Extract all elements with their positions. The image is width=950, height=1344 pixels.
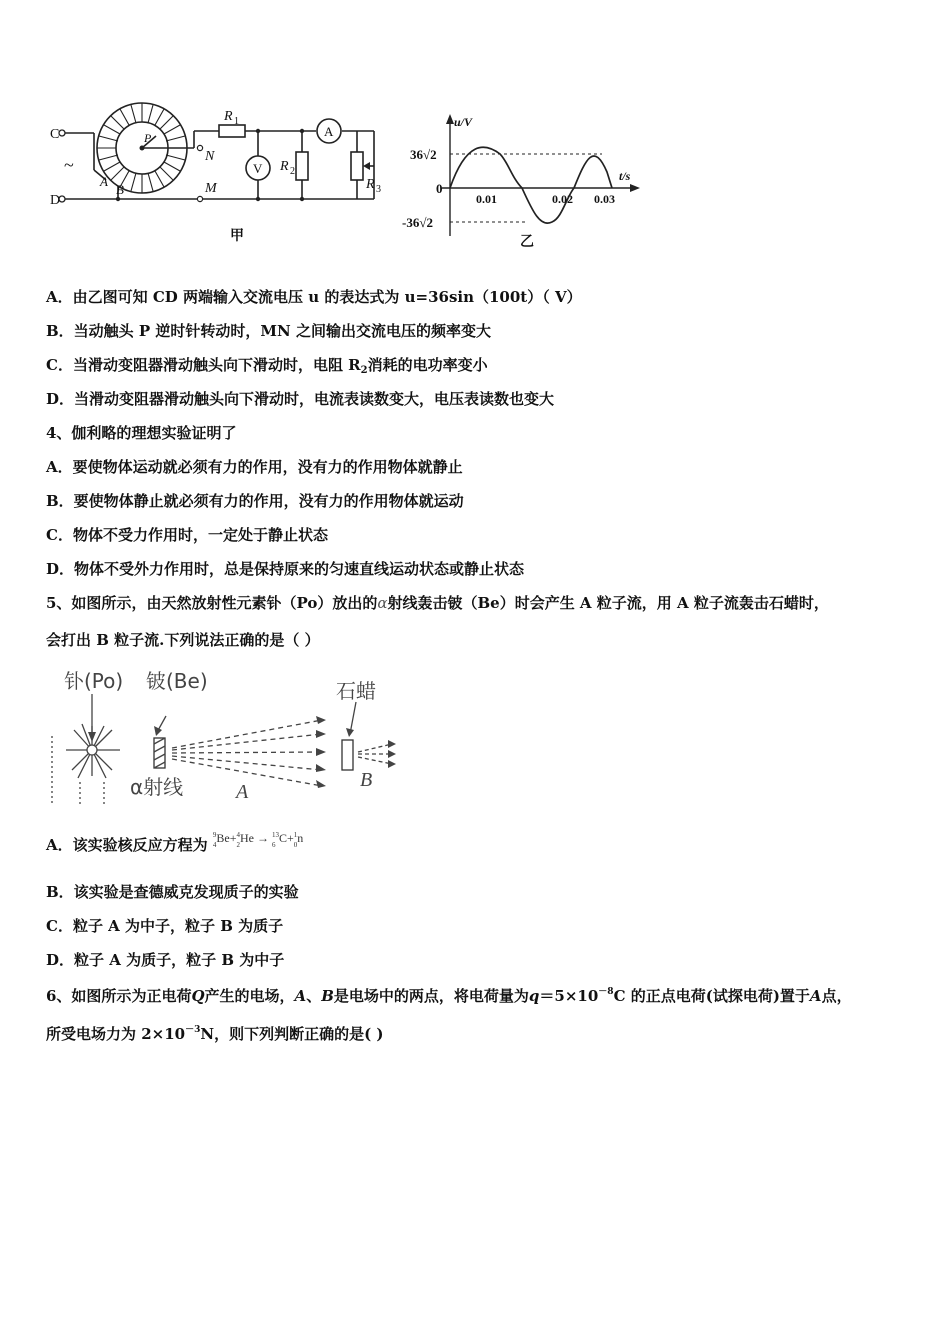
- wave-xtick-2: 0.02: [552, 192, 573, 206]
- label-b-stream: B: [360, 769, 373, 791]
- po-source-rays: [52, 724, 120, 804]
- label-r2: R: [280, 159, 289, 174]
- voltage-wave-figure: [402, 112, 642, 252]
- label-p: P: [144, 131, 152, 145]
- label-r1: R: [224, 109, 233, 124]
- wave-xlabel: t/s: [619, 169, 631, 183]
- wave-ybottom: -36√2: [402, 215, 433, 230]
- q5-stem-line2: 会打出 B 粒子流.下列说法正确的是（ ）: [46, 631, 320, 649]
- q4-option-b: B．要使物体静止就必须有力的作用，没有力的作用物体就运动: [46, 492, 464, 510]
- q3-option-b: B．当动触头 P 逆时针转动时，MN 之间输出交流电压的频率变大: [46, 322, 491, 340]
- paraffin-block: [342, 740, 353, 770]
- circuit-caption: 甲: [230, 229, 244, 244]
- circuit-figure: [44, 100, 394, 250]
- rheostat-arrow: [363, 162, 370, 170]
- q3-option-a: A．由乙图可知 CD 两端输入交流电压 u 的表达式为 u=36sin（100t）（ V）: [46, 288, 582, 306]
- label-c: C: [50, 127, 60, 142]
- q5-stem-line1: 5、如图所示，由天然放射性元素钋（Po）放出的α射线轰击铍（Be）时会产生 A 粒子流，用 A 粒子流轰击石蜡时，: [46, 594, 829, 612]
- label-wax: 石蜡: [336, 679, 376, 703]
- nuclear-equation: 9 4Be+4 2He → 13 6C+1 0n: [212, 831, 304, 850]
- label-n: N: [205, 149, 215, 164]
- wave-ylabel: u/V: [454, 115, 473, 129]
- q4-option-d: D．物体不受外力作用时，总是保持原来的匀速直线运动状态或静止状态: [46, 560, 525, 578]
- label-po: 钋(Po): [64, 669, 124, 693]
- q5-option-c: C．粒子 A 为中子，粒子 B 为质子: [46, 917, 284, 935]
- label-r3-sub: 3: [376, 184, 381, 195]
- q5-option-b: B．该实验是查德威克发现质子的实验: [46, 883, 299, 901]
- q5-option-a: A．该实验核反应方程为 9 4Be+4 2He → 13 6C+1 0n: [46, 831, 304, 854]
- label-m: M: [205, 181, 217, 196]
- q6-stem-line1: 6、如图所示为正电荷Q产生的电场，A、B是电场中的两点，将电荷量为$q=5\times 10^{-8}C$ 的正点电荷(试探电荷)置于A点，: [46, 987, 852, 1005]
- label-tilde: ~: [64, 155, 74, 175]
- sine-curve: [450, 147, 612, 223]
- resistor-r1: [219, 125, 245, 137]
- q5-option-d: D．粒子 A 为质子，粒子 B 为中子: [46, 951, 285, 969]
- label-r3: R: [366, 177, 375, 192]
- label-b: B: [116, 182, 124, 197]
- q6-stem-line2: 所受电场力为 $2\times 10^{-3}N$，则下列判断正确的是( ): [46, 1025, 384, 1043]
- q3-option-d: D．当滑动变阻器滑动触头向下滑动时，电流表读数变大，电压表读数也变大: [46, 390, 555, 408]
- b-particle-rays: [358, 744, 392, 764]
- q4-option-a: A．要使物体运动就必须有力的作用，没有力的作用物体就静止: [46, 458, 463, 476]
- label-d: D: [50, 193, 61, 208]
- rheostat-r3: [351, 152, 363, 180]
- label-r1-sub: 1: [234, 116, 239, 127]
- wave-xtick-3: 0.03: [594, 192, 615, 206]
- label-alpha-ray: α射线: [130, 775, 184, 799]
- label-a: A: [100, 174, 108, 189]
- wave-ytop: 36√2: [410, 147, 437, 162]
- a-particle-rays: [172, 720, 322, 786]
- wave-origin: 0: [436, 181, 443, 196]
- label-r2-sub: 2: [290, 166, 295, 177]
- wave-xtick-1: 0.01: [476, 192, 497, 206]
- q3-option-c: C．当滑动变阻器滑动触头向下滑动时，电阻 $R_2$消耗的电功率变小: [46, 356, 488, 376]
- label-ammeter: A: [324, 124, 334, 139]
- label-be: 铍(Be): [146, 669, 208, 693]
- label-v: V: [253, 161, 263, 176]
- resistor-r2: [296, 152, 308, 180]
- q4-stem: 4、伽利略的理想实验证明了: [46, 424, 237, 442]
- wave-caption: 乙: [520, 235, 534, 250]
- radiation-experiment-figure: [44, 664, 414, 814]
- label-a-stream: A: [236, 781, 249, 803]
- q4-option-c: C．物体不受力作用时，一定处于静止状态: [46, 526, 328, 544]
